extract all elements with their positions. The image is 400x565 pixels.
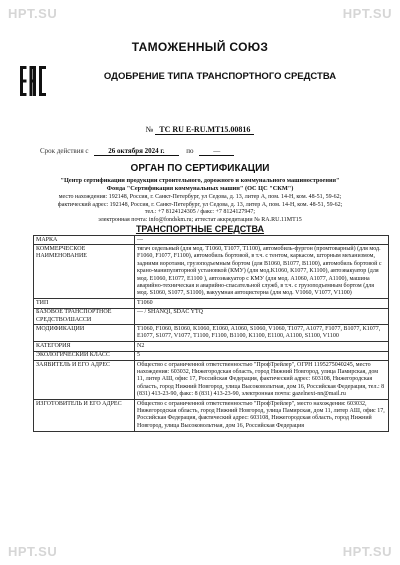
number-prefix: № (145, 125, 154, 134)
row-key: ЗАЯВИТЕЛЬ И ЕГО АДРЕС (34, 361, 135, 400)
organ-location: место нахождения: 192148, Россия, г. Санкт-Петербург, ул Седова, д. 13, литер А, пом. 14-Н, ком. 48-51, 59-62; (58, 194, 342, 200)
table-row (34, 361, 389, 400)
organ-name-line: Фонда "Сертификация коммунальных машин" (ОС ЦС "СКМ") (106, 185, 294, 192)
row-value: 5 (135, 351, 389, 360)
table-row (34, 325, 389, 342)
row-key: КОММЕРЧЕСКОЕ НАИМЕНОВАНИЕ (34, 245, 135, 299)
row-value: Общество с ограниченной ответственностью "ПрофТрейлер", ОГРН 1195275040245, место нахождения: 603032, Нижегородская область, город Нижний Новгород, улица Памирская, дом 11, литер АШ, офис 17, Российская Федерация, фактический адрес: 603108, Нижегородская область, город Нижний Новгород, улица Высоковольтная, дом 16, Российская Федерация, тел.: 8 (831) 413-23-90, факс: 8 (831) 413-23-90, электронная почта: gazelnext-nn@mail.ru (135, 361, 389, 400)
organ-name-line: "Центр сертификации продукции строительного, дорожного и коммунального машиностроения" (60, 177, 340, 184)
validity-row (40, 147, 370, 155)
table-row (34, 236, 389, 245)
approval-title: ОДОБРЕНИЕ ТИПА ТРАНСПОРТНОГО СРЕДСТВА (103, 71, 337, 82)
organ-phone: тел.: +7 8124124305 / факс: +7 8124127947; (144, 209, 256, 216)
watermark: HPT.SU (8, 6, 58, 21)
watermark: HPT.SU (342, 6, 392, 21)
organ-actual-address: фактический адрес: 192148, Россия, г. Санкт-Петербург, ул Седова, д. 13, литер А, пом. 14-Н, ком. 48-51, 59-62; (57, 201, 343, 208)
eac-logo (20, 66, 46, 96)
organ-email: электронная почта: info@fondskm.ru; аттестат аккредитации № RA.RU.11MT15 (98, 217, 302, 224)
table-row (34, 245, 389, 299)
table-row (34, 308, 389, 325)
approval-number-row (0, 125, 400, 134)
row-value: — / SHANQI, SDAC YTQ (135, 308, 389, 325)
valid-label: Срок действия с (40, 147, 89, 155)
row-value: — (135, 236, 389, 245)
approval-number: TC RU E-RU.MT15.00816 (155, 125, 254, 135)
row-value: N2 (135, 342, 389, 351)
table-row (34, 351, 389, 360)
row-value: Общество с ограниченной ответственностью "ПрофТрейлер", место нахождения: 603032, Нижегородская область, город Нижний Новгород, улица Памирская, дом 11, литер АШ, офис 17, Российская Федерация, фактический адрес: 603108, Нижегородская область, город Нижний Новгород, улица Высоковольтная, дом 16, Российская Федерация (135, 400, 389, 432)
watermark: HPT.SU (342, 544, 392, 559)
watermark: HPT.SU (8, 544, 58, 559)
row-value: T1060, F1060, B1060, K1060, E1060, A1060, S1060, V1060, T1077, A1077, F1077, B1077, K1077, E1077, S1077, V1077, T1100, F1100, B1100, K1100, E1100, A1100, S1100, V1100 (135, 325, 389, 342)
row-key: БАЗОВОЕ ТРАНСПОРТНОЕ СРЕДСТВО/ШАССИ (34, 308, 135, 325)
table-row (34, 400, 389, 432)
vehicle-table (33, 235, 389, 432)
table-row (34, 342, 389, 351)
row-key: ТИП (34, 299, 135, 308)
organ-name (20, 177, 380, 193)
union-title: ТАМОЖЕННЫЙ СОЮЗ (131, 40, 269, 54)
row-key: МОДИФИКАЦИИ (34, 325, 135, 342)
organ-address (8, 194, 392, 225)
row-value: T1060 (135, 299, 389, 308)
row-key: ИЗГОТОВИТЕЛЬ И ЕГО АДРЕС (34, 400, 135, 432)
valid-to: — (199, 147, 234, 156)
valid-to-label: по (186, 147, 194, 155)
table-row (34, 299, 389, 308)
valid-from: 26 октября 2024 г. (94, 147, 178, 156)
row-value: тягач седельный (для мод. T1060, T1077, T1100), автомобиль-фургон (промтоварный) (для мод. F1060, F1077, F1100), автомобиль бортовой, в т.ч. с тентом, каркасом, шторным механизмом, задними воротами, грузоподъемным бортом (для B1060, B1077, B1100), автомобиль бортовой с крано-манипуляторной установкой (КМУ) (для мод.K1060, K1077, K1100), автоэвакуатор (для мод. E1060, E1077, E1100 ), автоэвакуатор с КМУ (для мод. A1060, A1077, A1100), машина аварийно-техническая и аварийно-спасательной служб, в т.ч. с грузоподъемным бортом (для мод. S1060, S1077, S1100), вакуумная автоцистерна (для мод. V1060, V1077, V1100) (135, 245, 389, 299)
row-key: МАРКА (34, 236, 135, 245)
organ-title: ОРГАН ПО СЕРТИФИКАЦИИ (130, 163, 270, 174)
vehicles-title: ТРАНСПОРТНЫЕ СРЕДСТВА (135, 224, 265, 234)
row-key: КАТЕГОРИЯ (34, 342, 135, 351)
row-key: ЭКОЛОГИЧЕСКИЙ КЛАСС (34, 351, 135, 360)
